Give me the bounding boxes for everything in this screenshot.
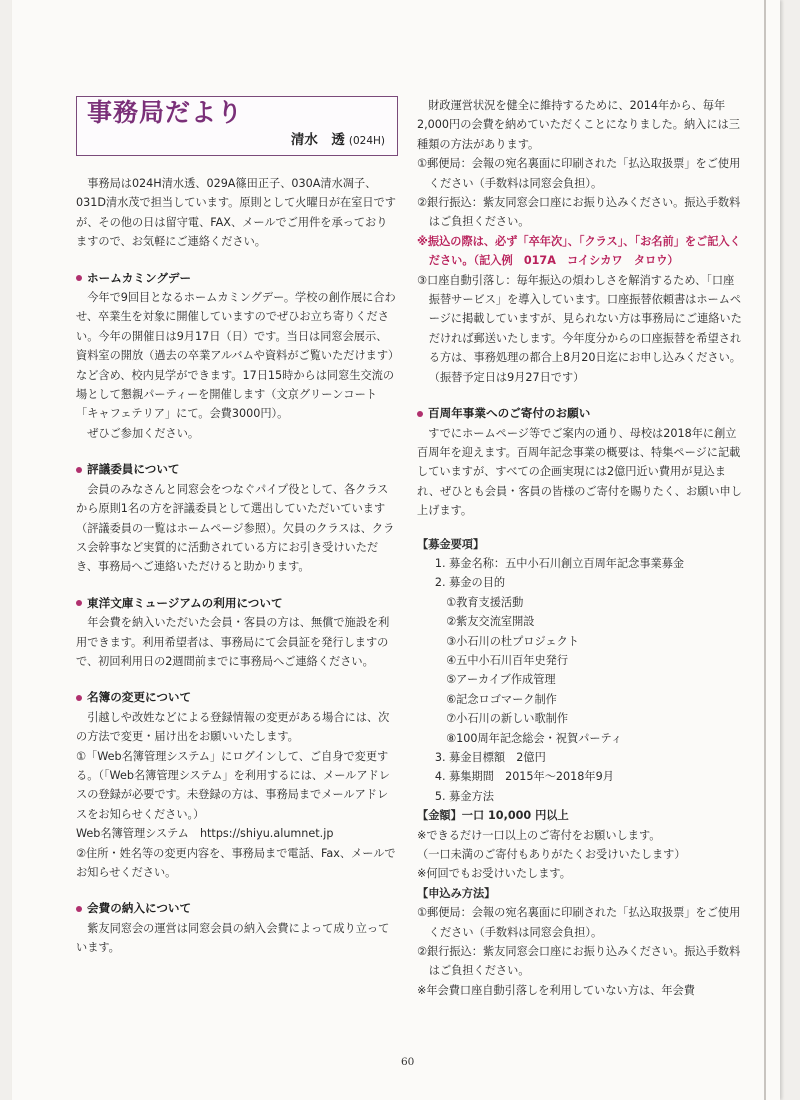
bullet-icon (76, 695, 82, 701)
bullet-icon (76, 275, 82, 281)
section-title: 会費の納入について (87, 901, 192, 916)
section-title: 百周年事業へのご寄付のお願い (428, 406, 591, 421)
amount-heading: 【金額】一口 10,000 円以上 (417, 809, 569, 823)
roster-paragraph: 引越しや改姓などによる登録情報の変更がある場合には、次の方法で変更・届け出をお願いいたします。 (76, 710, 390, 744)
bullet-icon (417, 411, 423, 417)
purpose-item: ①教育支援活動 (446, 595, 524, 609)
purpose-item: ②紫友交流室開設 (446, 615, 535, 629)
author-line (291, 131, 385, 151)
purpose-item: ③小石川の杜プロジェクト (446, 634, 579, 648)
section-heading-councilors (76, 460, 398, 479)
toyo-bunko-paragraph: 年会費を納入いただいた会員・客員の方は、無償で施設を利用できます。利用希望者は、事務局にて会員証を発行しますので、初回利用日の2週間前までに事務局へご連絡ください。 (76, 616, 390, 668)
section-heading-homecoming (76, 269, 398, 288)
title-box (76, 96, 398, 156)
purpose-item: ④五中小石川百年史発行 (446, 653, 569, 667)
bullet-icon (76, 906, 82, 912)
payment-method-postal: ①郵便局：会報の宛名裏面に印刷された「払込取扱票」をご使用ください（手数料は同窓会負担）。 (417, 157, 741, 190)
fundraising-guidelines-heading: 【募金要項】 (417, 537, 485, 551)
bank-transfer-note: ※振込の際は、必ず「卒年次」、「クラス」、「お名前」をご記入ください。（記入例 017A コイシカワ タロウ） (417, 234, 741, 268)
intro-paragraph: 事務局は024H清水透、029A篠田正子、030A清水凋子、031D清水茂で担当しています。原則として火曜日が在室日ですが、その他の日は留守電、FAX、メールでご用件を承っておりますので、お気軽にご連絡ください。 (76, 177, 396, 249)
purpose-item: ⑤アーカイブ作成管理 (446, 673, 556, 687)
section-heading-roster (76, 688, 398, 707)
guideline-purpose: 2. 募金の目的 (434, 576, 506, 590)
section-title: ホームカミングデー (87, 270, 192, 285)
councilors-paragraph: 会員のみなさんと同窓会をつなぐパイプ役として、各クラスから原則1名の方を評議委員として選出していただいています（評議委員の一覧はホームページ参照）。欠員のクラスは、クラス会幹事など実質的に活動されている方にお引き受けいただき、事務局へご連絡いただけると助かります。 (76, 482, 395, 574)
homecoming-closing: ぜひご参加ください。 (87, 426, 200, 440)
centennial-paragraph: すでにホームページ等でご案内の通り、母校は2018年に創立百周年を迎えます。百周年記念事業の概要は、特集ページに記載していますが、すべての企画実現には2億円近い費用が見込まれ、ぜひとも会員・客員の皆様のご寄付を賜りたく、お願い申し上げます。 (417, 426, 742, 518)
guideline-period: 4. 募集期間 2015年～2018年9月 (434, 770, 614, 784)
fees-paragraph: 紫友同窓会の運営は同窓会員の納入会費によって成り立っています。 (76, 921, 390, 955)
purpose-item: ⑥記念ロゴマーク制作 (446, 692, 557, 706)
section-title: 名簿の変更について (87, 690, 192, 705)
section-heading-toyo-bunko (76, 594, 398, 613)
author-name: 清水 透 (290, 131, 345, 148)
apply-note: ※年会費口座自動引落しを利用していない方は、年会費 (417, 983, 695, 997)
payment-method-bank: ②銀行振込：紫友同窓会口座にお振り込みください。振込手数料はご負担ください。 (417, 196, 741, 229)
author-code: (024H) (348, 134, 385, 147)
fees-continued: 財政運営状況を健全に維持するために、2014年から、毎年2,000円の会費を納めていただくことになりました。納入には三種類の方法があります。 (417, 99, 740, 151)
purpose-item: ⑧100周年記念総会・祝賀パーティ (446, 731, 623, 745)
roster-method-1: ①「Web名簿管理システム」にログインして、ご自身で変更する。（「Web名簿管理システム」を利用するには、メールアドレスの登録が必要です。未登録の方は、事務局までメールアドレスをお知らせください。） (76, 749, 390, 821)
apply-heading: 【申込み方法】 (417, 886, 496, 900)
bullet-icon (76, 600, 82, 606)
section-heading-fees (76, 899, 398, 918)
left-column (76, 96, 398, 958)
guideline-target: 3. 募金目標額 2億円 (434, 751, 546, 764)
homecoming-paragraph: 今年で9回目となるホームカミングデー。学校の創作展に合わせ、卒業生を対象に開催していますのでぜひお立ち寄りください。今年の開催日は9月17日（日）です。当日は同窓会展示、資料室の開放（過去の卒業アルバムや資料がご覧いただけます）など含め、校内見学ができます。17日15時からは同窓生交流の場として懇親パーティーを開催します（文京グリーンコート「キャフェテリア」にて。会費3000円）。 (76, 291, 396, 421)
apply-method-postal: ①郵便局：会報の宛名裏面に印刷された「払込取扱票」をご使用ください（手数料は同窓会負担）。 (417, 906, 741, 939)
guideline-name: 1. 募金名称：五中小石川創立百周年記念事業募金 (434, 556, 685, 570)
apply-method-bank: ②銀行振込：紫友同窓会口座にお振り込みください。振込手数料はご負担ください。 (417, 945, 741, 978)
roster-url: Web名簿管理システム https://shiyu.alumnet.jp (76, 827, 334, 841)
page-title: 事務局だより (87, 98, 244, 127)
amount-note-3: ※何回でもお受けいたします。 (417, 867, 571, 881)
payment-method-auto-debit: ③口座自動引落し：毎年振込の煩わしさを解消するため、「口座振替サービス」を導入しています。口座振替依頼書はホームページに掲載していますが、見られない方は事務局にご連絡いただければ郵送いたします。今年度分からの口座振替を希望される方は、事務処理の都合上8月20日迄にお申し込みください。（振替予定日は9月27日です） (417, 273, 742, 384)
roster-method-2: ②住所・姓名等の変更内容を、事務局まで電話、Fax、メールでお知らせください。 (76, 846, 396, 879)
bullet-icon (76, 467, 82, 473)
purpose-item: ⑦小石川の新しい歌制作 (446, 712, 569, 726)
amount-note-2: （一口未満のご寄付もありがたくお受けいたします） (417, 848, 686, 862)
document-page (12, 0, 780, 1100)
section-title: 東洋文庫ミュージアムの利用について (87, 595, 283, 610)
guideline-method: 5. 募金方法 (434, 789, 494, 803)
page-number: 60 (401, 1056, 415, 1068)
right-column (417, 96, 745, 1000)
section-title: 評議委員について (87, 462, 180, 477)
amount-note-1: ※できるだけ一口以上のご寄付をお願いします。 (417, 828, 661, 842)
page-edge-line (764, 0, 766, 1100)
section-heading-centennial (417, 404, 745, 423)
